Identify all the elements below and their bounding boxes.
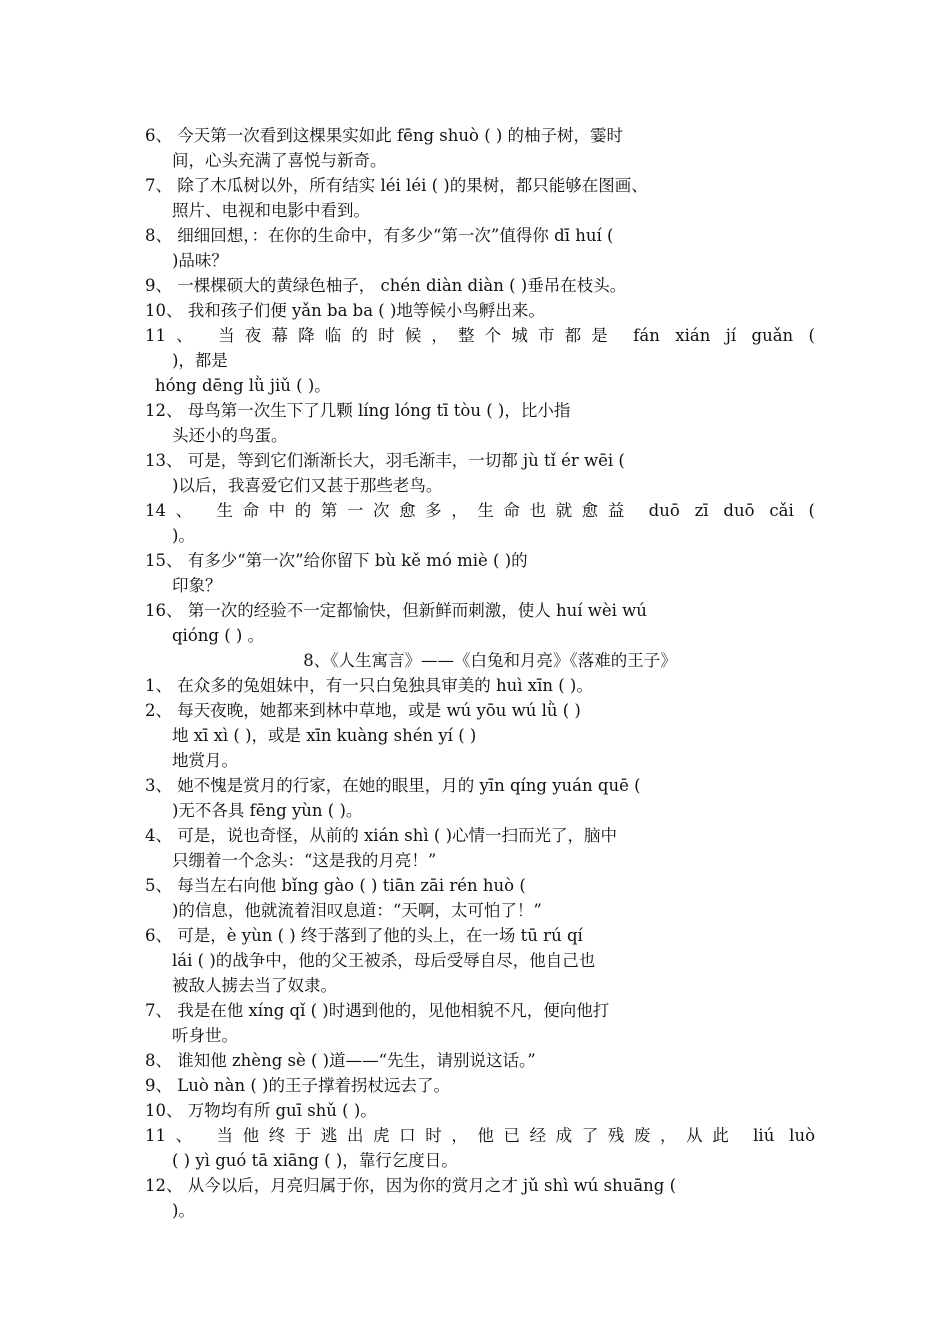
exercise-line: 15、 有多少“第一次”给你留下 bù kě mó miè ( )的 — [145, 551, 528, 570]
exercise-line: lái ( )的战争中，他的父王被杀，母后受辱自尽，他自己也 — [172, 951, 596, 970]
exercise-line: 印象？ — [172, 576, 222, 595]
exercise-line: 10、 我和孩子们便 yǎn ba ba ( )地等候小鸟孵出来。 — [145, 301, 545, 320]
exercise-line: 9、 Luò nàn ( )的王子撑着拐杖远去了。 — [145, 1076, 450, 1095]
exercise-line: 头还小的鸟蛋。 — [172, 426, 288, 445]
exercise-line: 地 xī xì ( )，或是 xīn kuàng shén yí ( ) — [172, 726, 477, 745]
section-heading — [0, 649, 950, 673]
exercise-line: 只绷着一个念头：“这是我的月亮！” — [172, 851, 437, 870]
exercise-line: )，都是 — [172, 351, 228, 370]
exercise-line: 11、 当夜幕降临的时候，整个城市都是 fán xián jí guǎn ( — [145, 326, 815, 345]
exercise-line: 照片、电视和电影中看到。 — [172, 201, 370, 220]
exercise-line: 10、 万物均有所 guī shǔ ( )。 — [145, 1101, 377, 1120]
exercise-line: 间，心头充满了喜悦与新奇。 — [172, 151, 387, 170]
exercise-line: 16、 第一次的经验不一定都愉快，但新鲜而刺激，使人 huí wèi wú — [145, 601, 647, 620]
exercise-line: 1、 在众多的兔姐妹中，有一只白兔独具审美的 huì xīn ( )。 — [145, 676, 593, 695]
exercise-line: 6、 今天第一次看到这棵果实如此 fēng shuò ( ) 的柚子树，霎时 — [145, 126, 624, 145]
exercise-line: 4、 可是，说也奇怪，从前的 xián shì ( )心情一扫而光了，脑中 — [145, 826, 618, 845]
exercise-line: )品味？ — [172, 251, 228, 270]
exercise-line: qióng ( ) 。 — [172, 626, 265, 645]
exercise-line: )。 — [172, 1201, 195, 1220]
exercise-line: )以后，我喜爱它们又甚于那些老鸟。 — [172, 476, 443, 495]
exercise-line: 8、 细细回想，：在你的生命中，有多少“第一次”值得你 dī huí ( — [145, 226, 614, 245]
section-heading-text: 8、《人生寓言》——《白兔和月亮》《落难的王子》 — [303, 651, 677, 670]
exercise-line: 2、 每天夜晚，她都来到林中草地，或是 wú yōu wú lǜ ( ) — [145, 701, 581, 720]
exercise-line: 7、 除了木瓜树以外，所有结实 léi léi ( )的果树，都只能够在图画、 — [145, 176, 648, 195]
exercise-line: 11、 当他终于逃出虎口时，他已经成了残废，从此 liú luò — [145, 1126, 815, 1145]
exercise-line: 地赏月。 — [172, 751, 238, 770]
exercise-line: )。 — [172, 526, 195, 545]
exercise-line: 5、 每当左右向他 bǐng gào ( ) tiān zāi rén huò ( — [145, 876, 526, 895]
exercise-line: 14、 生命中的第一次愈多，生命也就愈益 duō zī duō cǎi ( — [145, 501, 815, 520]
exercise-line: 12、 母鸟第一次生下了几颗 líng lóng tī tòu ( )，比小指 — [145, 401, 571, 420]
exercise-line: 7、 我是在他 xíng qǐ ( )时遇到他的，见他相貌不凡，便向他打 — [145, 1001, 610, 1020]
exercise-line: 8、 谁知他 zhèng sè ( )道——“先生，请别说这话。” — [145, 1051, 536, 1070]
exercise-line: hóng dēng lǜ jiǔ ( )。 — [155, 376, 331, 395]
exercise-line: )的信息，他就流着泪叹息道：“天啊，太可怕了！” — [172, 901, 542, 920]
exercise-line: 9、 一棵棵硕大的黄绿色柚子， chén diàn diàn ( )垂吊在枝头。 — [145, 276, 627, 295]
exercise-line: 12、 从今以后，月亮归属于你，因为你的赏月之才 jǔ shì wú shuāng ( — [145, 1176, 677, 1195]
exercise-line: )无不各具 fēng yùn ( )。 — [172, 801, 363, 820]
exercise-line: 被敌人掳去当了奴隶。 — [172, 976, 337, 995]
exercise-line: 3、 她不愧是赏月的行家，在她的眼里，月的 yīn qíng yuán quē ( — [145, 776, 641, 795]
exercise-line: 6、 可是，è yùn ( ) 终于落到了他的头上，在一场 tū rú qí — [145, 926, 583, 945]
exercise-line: 听身世。 — [172, 1026, 238, 1045]
exercise-line: 13、 可是，等到它们渐渐长大，羽毛渐丰，一切都 jù tǐ ér wēi ( — [145, 451, 625, 470]
exercise-line: ( ) yì guó tā xiāng ( )，靠行乞度日。 — [172, 1151, 458, 1170]
